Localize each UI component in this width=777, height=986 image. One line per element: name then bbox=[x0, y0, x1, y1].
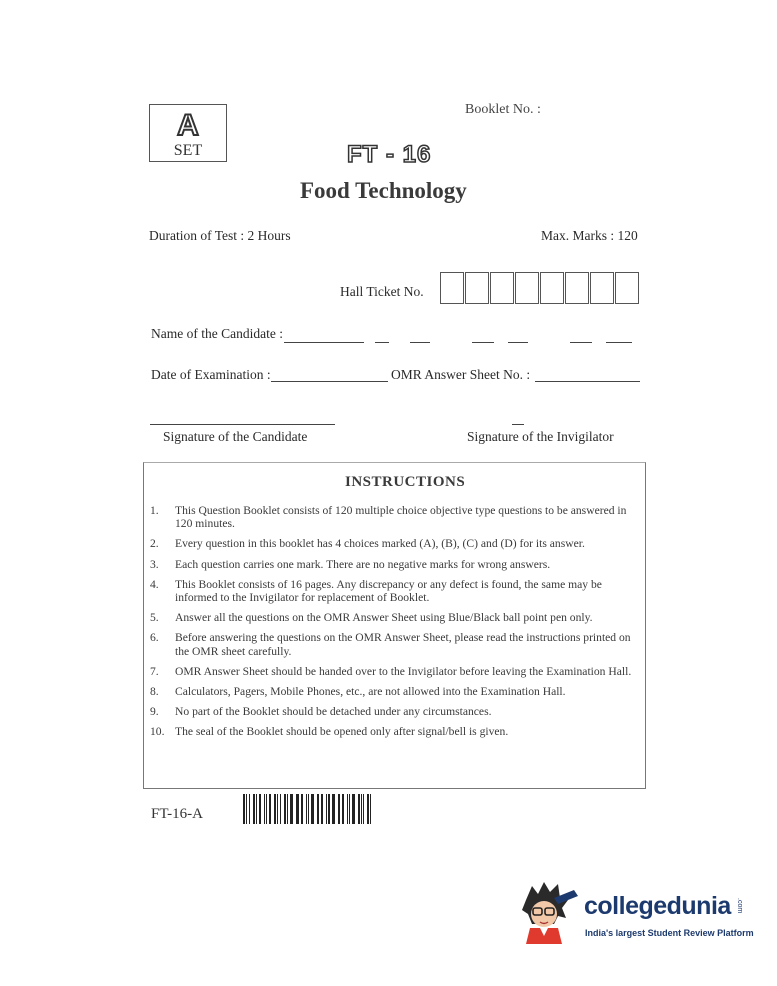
barcode-bar bbox=[338, 794, 339, 824]
barcode-bar bbox=[358, 794, 360, 824]
ticket-digit-box[interactable] bbox=[490, 272, 514, 304]
exam-date-label: Date of Examination : bbox=[151, 367, 271, 382]
barcode-bar bbox=[266, 794, 267, 824]
instruction-number: 6. bbox=[150, 631, 159, 645]
instruction-number: 1. bbox=[150, 504, 159, 517]
name-field-line bbox=[508, 342, 528, 343]
barcode-bar bbox=[326, 794, 327, 824]
barcode-bar bbox=[367, 794, 369, 824]
hall-ticket-boxes[interactable] bbox=[440, 272, 640, 304]
instruction-text: Each question carries one mark. There are no negative marks for wrong answers. bbox=[175, 557, 551, 571]
instruction-text: This Question Booklet consists of 120 multiple choice objective type questions to be answered in 120 minutes. bbox=[175, 504, 627, 531]
barcode-bar bbox=[328, 794, 330, 824]
barcode-bar bbox=[246, 794, 247, 824]
candidate-signature-line[interactable] bbox=[150, 424, 335, 425]
barcode-bar bbox=[370, 794, 371, 824]
barcode-bar bbox=[332, 794, 335, 824]
name-field-line bbox=[606, 342, 632, 343]
barcode-bar bbox=[321, 794, 323, 824]
barcode-bar bbox=[339, 794, 340, 824]
instruction-text: Answer all the questions on the OMR Answer Sheet using Blue/Black ball point pen only. bbox=[175, 611, 593, 625]
barcode-bar bbox=[301, 794, 303, 824]
barcode-bar bbox=[274, 794, 277, 824]
instruction-number: 5. bbox=[150, 611, 159, 625]
barcode-bar bbox=[253, 794, 256, 824]
instruction-item bbox=[150, 631, 640, 657]
instruction-number: 9. bbox=[150, 705, 159, 719]
duration-text: Duration of Test : 2 Hours bbox=[149, 228, 291, 243]
footer-paper-code: FT-16-A bbox=[151, 806, 203, 822]
ticket-digit-box[interactable] bbox=[565, 272, 589, 304]
name-field-line bbox=[472, 342, 494, 343]
paper-code: FT - 16 bbox=[347, 141, 432, 168]
instruction-text: Calculators, Pagers, Mobile Phones, etc., are not allowed into the Examination Hall. bbox=[175, 685, 566, 699]
omr-field-line[interactable] bbox=[535, 381, 640, 382]
booklet-number-label: Booklet No. : bbox=[465, 102, 541, 117]
name-field-line bbox=[570, 342, 592, 343]
barcode-bar bbox=[352, 794, 355, 824]
instruction-text: The seal of the Booklet should be opened only after signal/bell is given. bbox=[175, 725, 509, 739]
instruction-item bbox=[150, 504, 640, 530]
instruction-text: Before answering the questions on the OMR Answer Sheet, please read the instructions printed on the OMR sheet carefully. bbox=[175, 631, 631, 658]
barcode-bar bbox=[306, 794, 307, 824]
barcode-bar bbox=[361, 794, 362, 824]
subject-title: Food Technology bbox=[300, 178, 467, 203]
set-label: SET bbox=[173, 142, 203, 159]
logo-tagline: India's largest Student Review Platform bbox=[585, 928, 754, 938]
set-letter: A bbox=[177, 109, 199, 142]
name-field-line bbox=[410, 342, 430, 343]
barcode-bar bbox=[290, 794, 293, 824]
invigilator-signature-line bbox=[512, 424, 524, 425]
barcode-bar bbox=[297, 794, 299, 824]
instruction-item bbox=[150, 611, 640, 624]
barcode-bar bbox=[287, 794, 288, 824]
max-marks-text: Max. Marks : 120 bbox=[541, 228, 638, 243]
candidate-signature-label: Signature of the Candidate bbox=[163, 429, 308, 444]
set-box bbox=[149, 104, 227, 162]
instruction-number: 2. bbox=[150, 537, 159, 551]
barcode-bar bbox=[318, 794, 319, 824]
logo-com: .com bbox=[736, 898, 743, 914]
barcode-bar bbox=[269, 794, 271, 824]
name-field-line[interactable] bbox=[284, 342, 364, 343]
instruction-text: OMR Answer Sheet should be handed over to the Invigilator before leaving the Examination Hall. bbox=[175, 664, 632, 678]
instruction-text: No part of the Booklet should be detached under any circumstances. bbox=[175, 705, 492, 719]
candidate-name-label: Name of the Candidate : bbox=[151, 326, 283, 341]
ticket-digit-box[interactable] bbox=[615, 272, 639, 304]
instruction-number: 8. bbox=[150, 685, 159, 699]
instruction-item bbox=[150, 725, 640, 738]
barcode-bar bbox=[317, 794, 318, 824]
barcode bbox=[243, 794, 373, 824]
barcode-bar bbox=[256, 794, 257, 824]
ticket-digit-box[interactable] bbox=[465, 272, 489, 304]
mascot-logo-icon bbox=[518, 878, 580, 948]
instruction-item bbox=[150, 685, 640, 698]
ticket-digit-box[interactable] bbox=[540, 272, 564, 304]
ticket-digit-box[interactable] bbox=[590, 272, 614, 304]
instructions-title: INSTRUCTIONS bbox=[345, 474, 466, 490]
barcode-bar bbox=[249, 794, 250, 824]
ticket-digit-box[interactable] bbox=[515, 272, 539, 304]
hall-ticket-label: Hall Ticket No. bbox=[340, 284, 424, 299]
barcode-bar bbox=[296, 794, 297, 824]
barcode-bar bbox=[243, 794, 245, 824]
instruction-text: This Booklet consists of 16 pages. Any discrepancy or any defect is found, the same may be informed to the Invigilator for replacement of Booklet. bbox=[175, 577, 602, 605]
instruction-number: 10. bbox=[150, 725, 165, 739]
barcode-bar bbox=[347, 794, 348, 824]
instruction-item bbox=[150, 578, 640, 604]
barcode-bar bbox=[284, 794, 286, 824]
instruction-number: 7. bbox=[150, 664, 159, 678]
date-field-line[interactable] bbox=[271, 381, 388, 382]
instructions-list bbox=[150, 504, 640, 746]
barcode-bar bbox=[342, 794, 344, 824]
barcode-bar bbox=[363, 794, 364, 824]
instruction-text: Every question in this booklet has 4 choices marked (A), (B), (C) and (D) for its answer. bbox=[175, 537, 585, 551]
invigilator-signature-label: Signature of the Invigilator bbox=[467, 429, 614, 444]
instruction-item bbox=[150, 705, 640, 718]
barcode-bar bbox=[308, 794, 309, 824]
barcode-bar bbox=[277, 794, 278, 824]
ticket-digit-box[interactable] bbox=[440, 272, 464, 304]
barcode-bar bbox=[311, 794, 314, 824]
name-field-line bbox=[375, 342, 389, 343]
instruction-number: 3. bbox=[150, 557, 159, 571]
barcode-bar bbox=[259, 794, 261, 824]
barcode-bar bbox=[264, 794, 265, 824]
instruction-item bbox=[150, 665, 640, 678]
instruction-number: 4. bbox=[150, 577, 159, 591]
barcode-bar bbox=[349, 794, 350, 824]
instruction-item bbox=[150, 537, 640, 550]
instruction-item bbox=[150, 558, 640, 571]
logo-wordmark: collegedunia bbox=[584, 892, 731, 920]
omr-number-label: OMR Answer Sheet No. : bbox=[391, 367, 531, 382]
barcode-bar bbox=[280, 794, 281, 824]
